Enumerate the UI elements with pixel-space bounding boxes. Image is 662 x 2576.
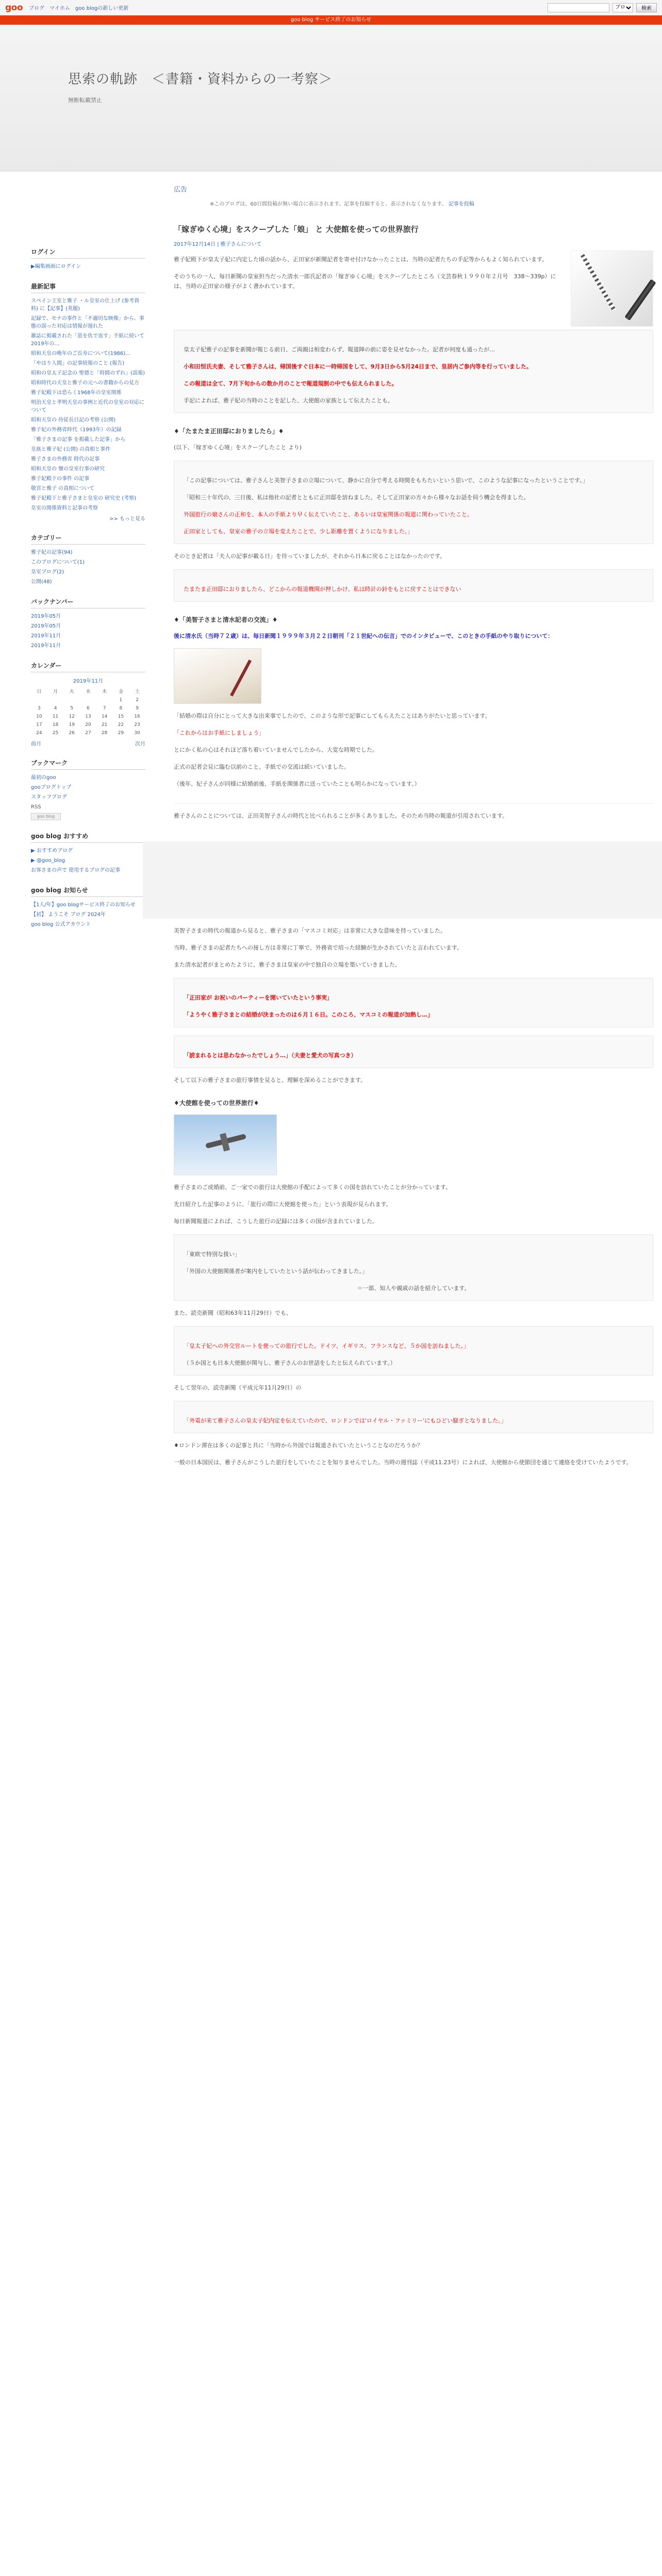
- top-bar: [0, 0, 662, 15]
- bookmark-link[interactable]: 最初のgoo: [31, 775, 56, 781]
- backnumber-section: [31, 597, 145, 650]
- backnumber-link[interactable]: 2019年11月: [31, 643, 61, 649]
- calendar-day: 3: [37, 706, 41, 711]
- calendar-next-link[interactable]: 次月: [135, 741, 145, 747]
- calendar-day: 5: [70, 706, 74, 711]
- recommend-heading: goo blog おすすめ: [31, 832, 145, 843]
- quote-line: 「この記事については、雅子さんと美智子さまの立場について、静かに自分で考える時間をもちたいという思いで、このような記事になったということです。」: [184, 477, 588, 484]
- quote-line: 「外国の大使館関係者が案内をしていたという話が伝わってきました。」: [184, 1268, 368, 1275]
- calendar-nav: [31, 739, 145, 747]
- recent-post-link[interactable]: 皇室の関係資料と記事の考察: [31, 505, 98, 511]
- recommend-link[interactable]: ▶ おすすめブログ: [31, 848, 73, 854]
- divider: [174, 803, 653, 804]
- calendar-day: 22: [118, 722, 124, 727]
- quote-box: [174, 1326, 653, 1376]
- goo-blog-badge[interactable]: goo blog: [31, 813, 61, 820]
- quote-box: [174, 978, 653, 1027]
- announce-link[interactable]: 【初】 ようこそ ブログ 2024年: [31, 912, 106, 918]
- announce-link[interactable]: goo blog 公式アカウント: [31, 922, 91, 927]
- calendar-weekday: 木: [102, 689, 107, 694]
- quote-line-highlight: 「皇太子妃への外交官ルートを使っての旅行でした。ドイツ、イギリス、フランスなど、５か国を訪ねました。」: [184, 1343, 469, 1349]
- recent-post-link[interactable]: 昭和時代の天皇と雅子の元への書籍からの見方: [31, 380, 139, 386]
- login-link[interactable]: ▶編集画面にログイン: [31, 264, 81, 269]
- calendar-day: 21: [101, 722, 108, 727]
- recent-post-link[interactable]: スペイン王室と雅子 ・ル皇室の仕上げ (参考資料) に【記事】(英題): [31, 298, 140, 312]
- entry-paragraph: また清水記者がまとめたように、雅子さまは皇室の中で独自の立場を築いていきました。: [174, 961, 401, 968]
- calendar-week-row: [31, 696, 145, 704]
- blog-subtitle: 無断転載禁止: [68, 97, 102, 104]
- category-section: [31, 533, 145, 586]
- calendar-body: [31, 696, 145, 737]
- rss-label[interactable]: RSS: [31, 804, 41, 810]
- pen-shape: [624, 279, 656, 321]
- recent-post-link[interactable]: 雑誌に掲載された「恩を仇で返す」手紙に続いて2019年の…: [31, 333, 144, 347]
- recent-post-link[interactable]: 記録で、モナの事件と「不適切な映像」から、事態の誤った対応は情報が遅れた: [31, 316, 144, 329]
- recent-post-link[interactable]: 「雅子さまの記事 を掲載した記事」から: [31, 437, 126, 443]
- calendar-week-row: [31, 729, 145, 737]
- calendar-weekday: 土: [135, 689, 140, 694]
- recent-post-link[interactable]: 昭和天皇の 侍従長日記の考察 (公開): [31, 417, 116, 423]
- calendar-day: 11: [52, 714, 59, 719]
- quote-line-highlight: この報道は全て、7月下旬からの数か月のことで報道規制の中でも伝えられました。: [184, 380, 398, 387]
- sidebar: [31, 247, 145, 1467]
- entry-paragraph: 雅子妃殿下が皇太子妃に内定した頃の話から、正田家が新聞記者を寄せ付けなかったことは、当時の記者たちの手記等からもよく知られています。: [174, 256, 548, 263]
- category-link[interactable]: このブログについて(1): [31, 560, 85, 565]
- calendar-day: 29: [118, 731, 124, 736]
- quote-line-highlight: 「正田家が お祝いのパーティーを開いていたという事実」: [184, 994, 333, 1001]
- calendar-day: 28: [101, 731, 108, 736]
- entry-paragraph: 毎日新聞報道によれば、こうした旅行の記録には多くの国が含まれていました。: [174, 1218, 378, 1225]
- quote-line-highlight: 外国旅行の娘さんの正和を、本人の手紙より早く伝えていたこと、あるいは皇室関係の報道に関わっていたこと。: [184, 511, 473, 518]
- blog-title[interactable]: 思索の軌跡 ＜書籍・資料からの一考察＞: [68, 72, 333, 87]
- calendar-day: [96, 696, 113, 704]
- intro-post-link[interactable]: 記事を投稿: [448, 201, 474, 207]
- calendar-day: 12: [69, 714, 75, 719]
- recent-list: [31, 297, 145, 512]
- recent-post-link[interactable]: 雅子妃殿下の事件 の記事: [31, 476, 90, 482]
- recent-post-link[interactable]: 雅子妃殿下と雅子さまと皇室の 研究史 (考察): [31, 496, 137, 501]
- letter-pen-image: [174, 648, 261, 704]
- calendar-prev-link[interactable]: 前月: [31, 741, 41, 747]
- recent-post-link[interactable]: 「やはり人間」の記事続報のこと (報告): [31, 361, 124, 366]
- announce-heading: goo blog お知らせ: [31, 886, 145, 897]
- calendar-day: 13: [85, 714, 91, 719]
- entry-paragraph: 先日紹介した記事のように、「旅行の際に大使館を使った」という表現が見られます。: [174, 1201, 392, 1208]
- calendar-day: 6: [87, 706, 90, 711]
- entry-meta[interactable]: 2017年12月14日 | 雅子さんについて: [174, 242, 262, 247]
- recent-more-link[interactable]: >> もっと見る: [109, 516, 145, 522]
- entry-paragraph: 正式の記者会見に臨む以前のこと、手紙での交流は続いていました。: [174, 764, 350, 770]
- calendar-day: 26: [69, 731, 75, 736]
- recent-post-link[interactable]: 昭和天皇の 懐の皇室行事の研究: [31, 466, 105, 472]
- service-notice-bar: [0, 15, 662, 25]
- calendar-weekday-row: [31, 686, 145, 696]
- recent-post-link[interactable]: 敬宮と雅子 の真相について: [31, 486, 94, 492]
- section-heading: ♦大使館を使っての世界旅行♦: [174, 1099, 259, 1107]
- notebook-pen-image: [571, 250, 653, 327]
- notebook-spiral-shape: [581, 254, 616, 311]
- quote-line-highlight: 小和田恒氏夫妻、そして雅子さんは、帰国後すぐ日本に一時帰国をして、9月3日から5月24日まで、皇居内ご参内等を行っていました。: [184, 363, 532, 370]
- calendar-day: 16: [134, 714, 140, 719]
- calendar-weekday: 日: [37, 689, 42, 694]
- quote-tail: ＝一部、知人や親戚の話を紹介しています。: [357, 1285, 470, 1292]
- main-content: [174, 178, 653, 1467]
- entry-paragraph: （後年、紀子さんが同様に結婚前後、手紙を関係者に送っていたことも明らかになっています。）: [174, 781, 420, 787]
- bookmark-link[interactable]: スタッフブログ: [31, 794, 67, 800]
- calendar-day: [47, 696, 64, 704]
- calendar-week-row: [31, 704, 145, 713]
- ad-label: 広告: [174, 186, 188, 194]
- calendar-weekday: 水: [86, 689, 91, 694]
- quote-line-highlight: 「ようやく雅子さまとの結婚が決まったのは６月１６日。このころ、マスコミの報道が加熱し…」: [184, 1011, 433, 1018]
- calendar-day: 15: [118, 714, 124, 719]
- calendar-section: [31, 661, 145, 747]
- backnumber-link[interactable]: 2019年05月: [31, 623, 61, 629]
- bookmark-heading: ブックマーク: [31, 758, 145, 770]
- calendar-day: 24: [36, 731, 42, 736]
- quote-line: （５か国とも日本大使館が関与し、雅子さんのお世話をしたと伝えられています。）: [184, 1360, 396, 1366]
- quote-line: 皇太子妃雅子の記事を新聞が報じる前日、ご両親は相変わらず、報道陣の前に姿を見せなかった。記者が何度も通ったが…: [184, 346, 495, 353]
- calendar-day: 19: [69, 722, 75, 727]
- entry-paragraph: ♦ロンドン滞在は多くの記事と共に「当時から外国では報道されていたということなのだろうか？: [174, 1442, 423, 1449]
- announce-link[interactable]: 【1人/年】goo blogサービス終了のお知らせ: [31, 902, 136, 908]
- ad-gap-band: [143, 841, 662, 919]
- recent-post-link[interactable]: 雅子妃の外務省時代（1993年）の記録: [31, 427, 122, 433]
- entry-paragraph: また、読売新聞（昭和63年11月29日）でも、: [174, 1310, 292, 1316]
- recent-section: [31, 282, 145, 522]
- category-link[interactable]: 皇室ブログ(2): [31, 569, 64, 575]
- calendar-week-row: [31, 713, 145, 721]
- top-link-updates[interactable]: goo blogの新しい更新: [75, 6, 129, 11]
- recent-post-link[interactable]: 明治天皇と孝明天皇の事例と近代の皇室の対応について: [31, 400, 144, 413]
- calendar-day: 25: [52, 731, 59, 736]
- entry-title[interactable]: 「嫁ぎゆく心境」をスクープした「娘」 と 大使館を使っての世界旅行: [174, 225, 419, 234]
- category-link[interactable]: 公開(48): [31, 579, 52, 585]
- entry-paragraph: 美智子さまの時代の報道から見ると、雅子さまの「マスコミ対応」は非常に大きな意味を持っていました。: [174, 927, 446, 934]
- quote-box: [174, 1234, 653, 1301]
- calendar-day: 9: [136, 706, 139, 711]
- backnumber-list: [31, 613, 145, 650]
- backnumber-heading: バックナンバー: [31, 597, 145, 608]
- calendar-day: [31, 696, 47, 704]
- bookmark-link[interactable]: gooブログトップ: [31, 785, 72, 790]
- quote-line-highlight: 「外電が来て雅子さんの皇太子妃内定を伝えていたので、ロンドンでは'ロイヤル・ファミリー'にもひどい騒ぎとなりました。」: [184, 1417, 507, 1424]
- announce-list: [31, 901, 145, 928]
- quote-line: 「東欧で特別な扱い」: [184, 1251, 240, 1258]
- quote-box: [174, 569, 653, 602]
- entry-paragraph: そのとき記者は「夫人の記事が載る日」を待っていましたが、それから日本に戻ることはなかったのです。: [174, 553, 446, 560]
- quote-line: 手記によれば、雅子妃の当時のことを記した、大使館の家族として伝えたことも。: [184, 397, 393, 404]
- recent-heading: 最新記事: [31, 282, 145, 293]
- login-section: [31, 247, 145, 270]
- service-notice-link[interactable]: goo blog サービス終了のお知らせ: [290, 17, 372, 23]
- calendar-day: 27: [85, 731, 91, 736]
- blog-header: [0, 25, 662, 172]
- entry-paragraph: 一般の日本国民は、雅子さんがこうした旅行をしていたことを知りませんでした。当時の週刊誌（平成11.23号）によれば、大使館から使節団を通じて連絡を受けていたようです。: [174, 1459, 632, 1466]
- entry-paragraph: そして以下の雅子さまの旅行事情を見ると、理解を深めることができます。: [174, 1077, 367, 1083]
- section-heading: ♦「たまたま正田邸におりましたら」♦: [174, 428, 284, 435]
- letter-pen-shape: [230, 659, 252, 697]
- entry-paragraph-highlight: 「これからはお手紙にしましょう」: [174, 730, 264, 736]
- calendar-heading: カレンダー: [31, 661, 145, 672]
- calendar-table: [31, 686, 145, 737]
- goo-logo[interactable]: goo: [5, 2, 23, 13]
- backnumber-link[interactable]: 2019年11月: [31, 633, 61, 639]
- recent-post-link[interactable]: 雅子さまの外務省 時代の記事: [31, 456, 100, 462]
- entry-paragraph: とにかく私の心はそれほど落ち着いていませんでしたから、大変な時期でした。: [174, 747, 378, 753]
- entry-paragraph: そのうちの一人、毎日新聞の皇室担当だった清水一郎氏記者の「嫁ぎゆく心境」をスクープしたところ（文芸春秋１９９０年２月号 338〜339p）には、当時の正田家の様子がよく書かれています。: [174, 273, 556, 290]
- quote-line: 「昭和三十年代の、三日後、私は他社の記者とともに正田邸を訪ねました。そして正田家の方々から様々なお話を伺う機会を得ました。: [184, 494, 529, 501]
- calendar-day: 30: [134, 731, 140, 736]
- calendar-week-row: [31, 721, 145, 729]
- calendar-day: 18: [52, 722, 59, 727]
- recommend-link[interactable]: ▶ @goo_blog: [31, 858, 65, 863]
- entry-paragraph: 「結婚の際は自分にとって大きな出来事でしたので、このような形で記事にしてもらえたことはありがたいと思っています。: [174, 713, 491, 719]
- quote-line-highlight: 「読まれるとは思わなかったでしょう…」（夫妻と愛犬の写真つき）: [184, 1052, 357, 1059]
- calendar-day: 14: [101, 714, 108, 719]
- announce-section: [31, 886, 145, 928]
- calendar-day: 1: [119, 698, 123, 703]
- section-heading: ♦「美智子さまと清水記者の交流」♦: [174, 616, 278, 623]
- recent-post-link[interactable]: 雅子妃殿下は恐らく1968年の皇室関係: [31, 390, 122, 396]
- entry-paragraph: 雅子さんのことについては、正田美智子さんの時代と比べられることが多くありました。そのため当時の報道が引用されています。: [174, 812, 508, 819]
- bookmark-section: [31, 758, 145, 820]
- quote-line-highlight: 正田家としても、皇室の雅子の立場を変えたことで、少し距離を置くようになりました。」: [184, 528, 413, 535]
- top-link-blog[interactable]: ブログ: [29, 6, 45, 11]
- calendar-day: [63, 696, 80, 704]
- recent-post-link[interactable]: 昭和天皇の晩年のご長寿について(1986)…: [31, 351, 131, 357]
- quote-line-highlight: たまたま正田邸におりましたら、どこからの報道機関が押しかけ、私は時計の針をもとに戻すことはできない: [184, 586, 461, 592]
- recent-post-link[interactable]: 皇族と雅子妃 (公開) の真相と事件: [31, 447, 111, 452]
- calendar-day: 17: [36, 722, 42, 727]
- calendar-title: 2019年11月: [73, 679, 104, 684]
- intro-note: [210, 197, 653, 212]
- quote-box: [174, 330, 653, 413]
- calendar-day: 2: [136, 698, 139, 703]
- category-link[interactable]: 雅子妃の記事(94): [31, 550, 73, 555]
- login-heading: ログイン: [31, 247, 145, 259]
- intro-note-text: ※このブログは、60日間投稿が無い場合に表示されます。記事を投稿すると、表示されなくなります。: [210, 201, 447, 207]
- search-button[interactable]: 検索: [636, 3, 657, 12]
- calendar-day: 4: [54, 706, 57, 711]
- calendar-day: [80, 696, 96, 704]
- airplane-image: [174, 1114, 277, 1175]
- entry-paragraph: 雅子さまのご成婚前、ご一家での旅行は大使館の手配によって多くの国を訪れていたことが分かっています。: [174, 1184, 452, 1191]
- backnumber-link[interactable]: 2019年05月: [31, 614, 61, 619]
- calendar-day: 23: [134, 722, 140, 727]
- section-lead: 後に清水氏（当時７２歳）は、毎日新聞１９９９年３月２２日朝刊「２１世紀への伝言」でのインタビューで、このときの手紙のやり取りについて：: [174, 633, 554, 639]
- entry-paragraph: そして翌年の、読売新聞（平成元年11月29日）の: [174, 1384, 302, 1391]
- calendar-day: 10: [36, 714, 42, 719]
- recent-post-link[interactable]: 昭和の皇太子記念の 聖德と「時間のずれ」(誤報): [31, 370, 145, 376]
- calendar-weekday: 月: [53, 689, 58, 694]
- calendar-weekday: 金: [118, 689, 123, 694]
- calendar-weekday: 火: [69, 689, 74, 694]
- section-sub: (以下、「嫁ぎゆく心境」をスクープしたこと より): [174, 444, 302, 451]
- top-links: [29, 4, 128, 11]
- quote-box: [174, 461, 653, 544]
- bookmark-list: [31, 774, 145, 801]
- calendar-day: 20: [85, 722, 91, 727]
- search-area: [548, 3, 657, 12]
- category-list: [31, 549, 145, 586]
- search-input[interactable]: [548, 3, 609, 12]
- quote-box: [174, 1401, 653, 1433]
- recommend-link[interactable]: お客さまの声で 使用するブログの記事: [31, 868, 121, 873]
- quote-box: [174, 1036, 653, 1068]
- search-scope-select[interactable]: [613, 3, 633, 12]
- recommend-section: [31, 832, 145, 874]
- recommend-list: [31, 847, 145, 874]
- top-link-myhome[interactable]: マイホム: [49, 6, 70, 11]
- entry-paragraph: 当時、雅子さまの記者たちへの接し方は非常に丁寧で、外務省で培った経験が生かされていたと言われています。: [174, 944, 462, 951]
- page-body: [0, 172, 662, 1467]
- calendar-day: 8: [119, 706, 123, 711]
- calendar-day: 7: [103, 706, 106, 711]
- category-heading: カテゴリー: [31, 533, 145, 545]
